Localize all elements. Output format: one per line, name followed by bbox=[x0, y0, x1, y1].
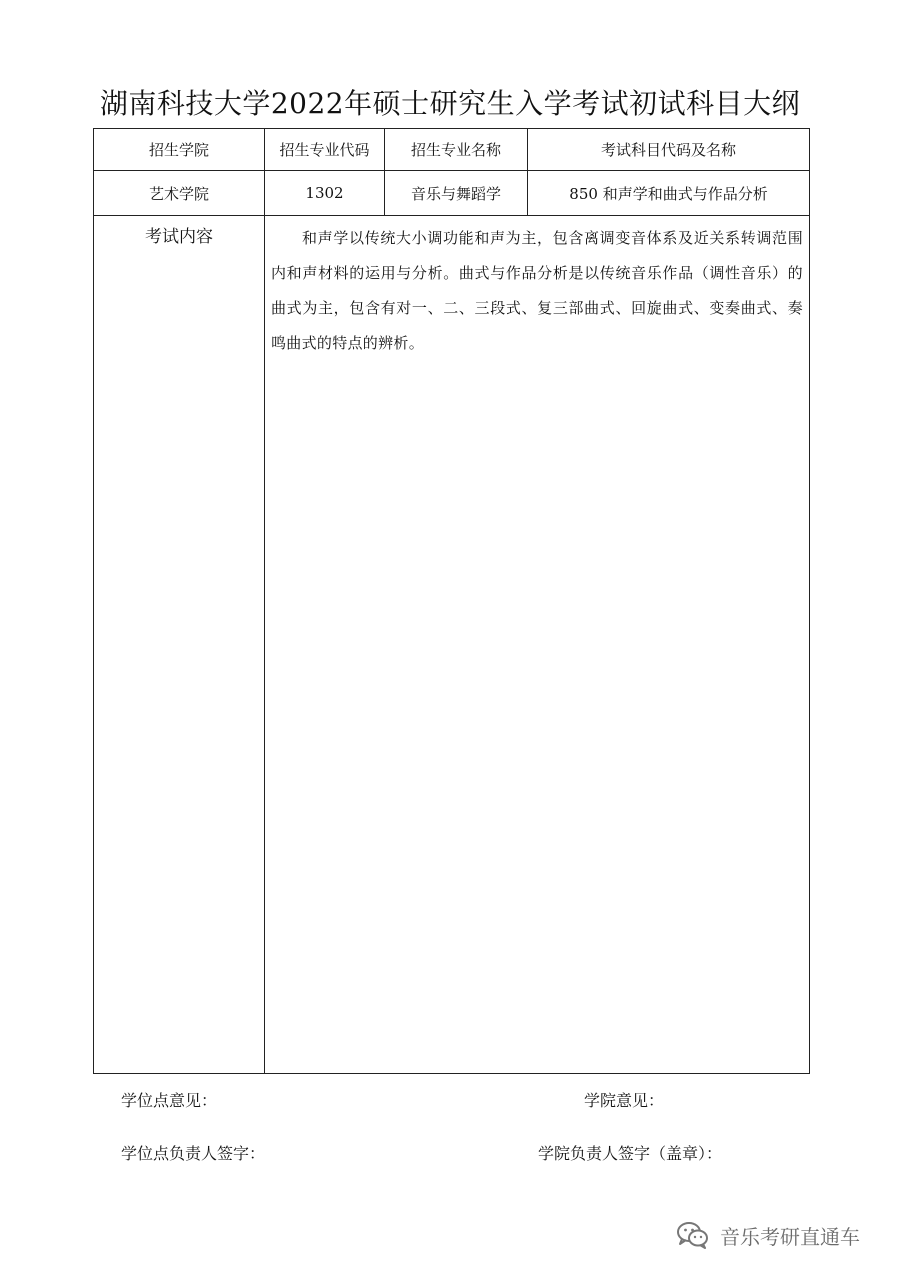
cell-subject: 850 和声学和曲式与作品分析 bbox=[528, 171, 810, 216]
header-row bbox=[94, 129, 810, 171]
watermark bbox=[676, 1218, 860, 1252]
table-row bbox=[94, 171, 810, 216]
content-row bbox=[94, 216, 810, 1074]
content-cell bbox=[265, 216, 810, 1074]
watermark-text: 音乐考研直通车 bbox=[720, 1224, 860, 1249]
header-subject: 考试科目代码及名称 bbox=[528, 129, 810, 171]
degree-signature-label: 学位点负责人签字： bbox=[121, 1144, 266, 1163]
cell-major-name: 音乐与舞蹈学 bbox=[385, 171, 528, 216]
degree-opinion-label: 学位点意见： bbox=[121, 1091, 218, 1110]
cell-major-code: 1302 bbox=[265, 171, 385, 216]
content-label: 考试内容 bbox=[94, 216, 265, 1074]
header-college: 招生学院 bbox=[94, 129, 265, 171]
content-text: 和声学以传统大小调功能和声为主，包含离调变音体系及近关系转调范围内和声材料的运用与分析。曲式与作品分析是以传统音乐作品（调性音乐）的曲式为主，包含有对一、二、三段式、复三部曲式、回旋曲式、变奏曲式、奏鸣曲式的特点的辨析。 bbox=[271, 229, 803, 352]
wechat-icon bbox=[676, 1221, 710, 1249]
header-major-code: 招生专业代码 bbox=[265, 129, 385, 171]
syllabus-table bbox=[93, 128, 810, 1074]
document-title: 湖南科技大学2022年硕士研究生入学考试初试科目大纲 bbox=[99, 87, 801, 120]
college-opinion-label: 学院意见： bbox=[584, 1091, 665, 1110]
cell-college: 艺术学院 bbox=[94, 171, 265, 216]
college-signature-label: 学院负责人签字（盖章）： bbox=[538, 1144, 723, 1163]
header-major-name: 招生专业名称 bbox=[385, 129, 528, 171]
